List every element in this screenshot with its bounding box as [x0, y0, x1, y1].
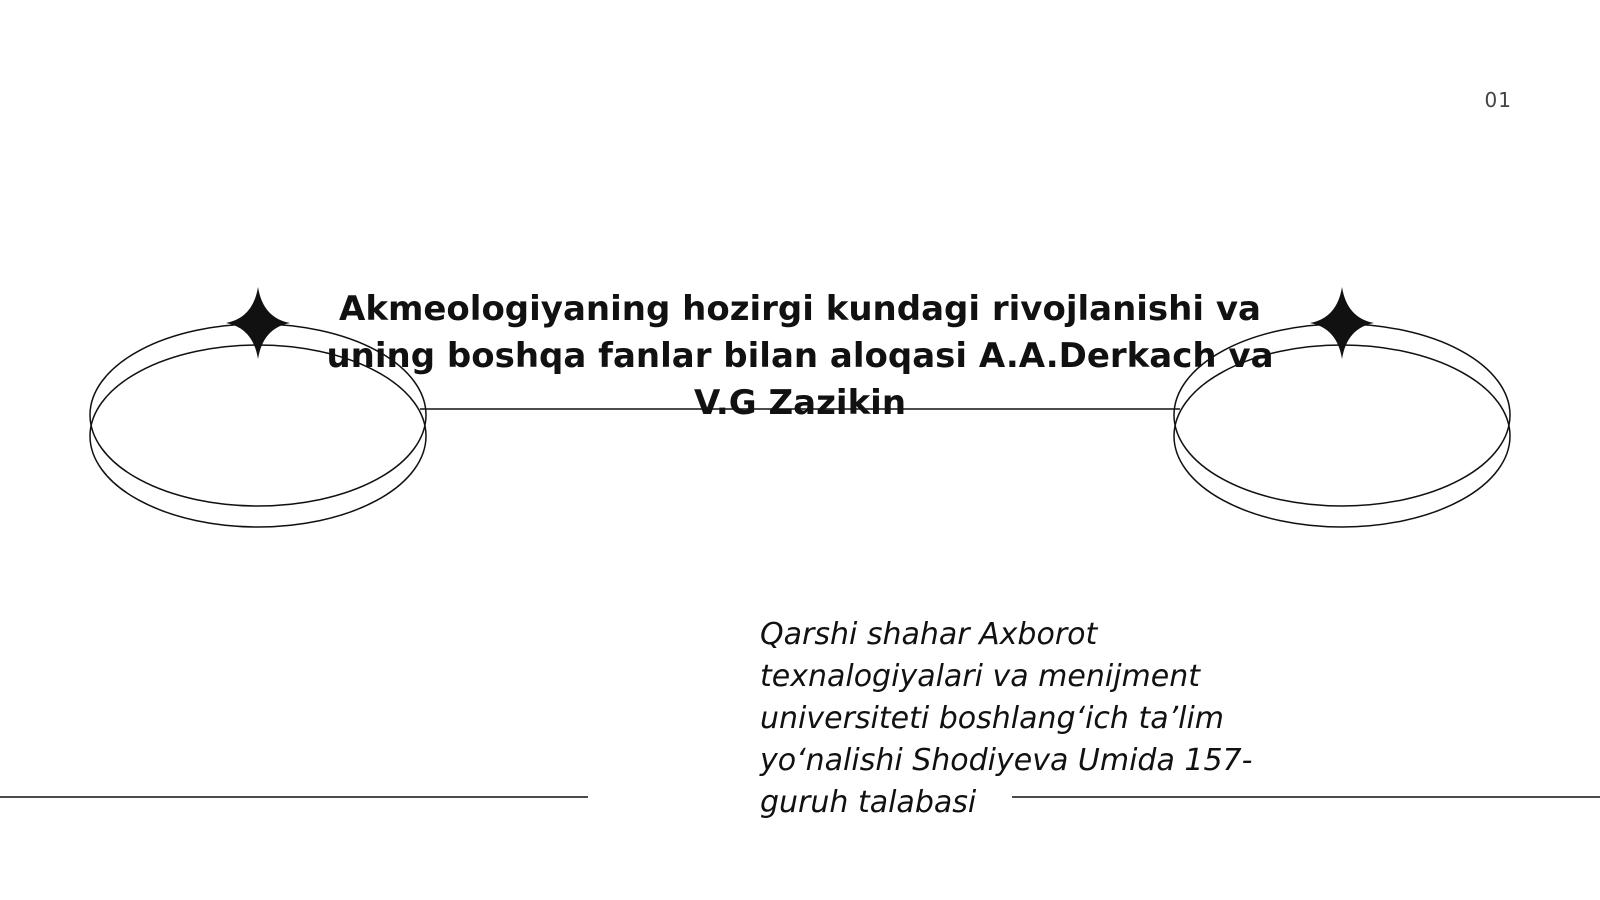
- page-number: 01: [1484, 88, 1512, 112]
- slide-title: Akmeologiyaning hozirgi kundagi rivojlanishi va uning boshqa fanlar bilan aloqasi A.A.Derkach va V.G Zazikin: [326, 289, 1274, 423]
- right-sparkle-icon: [1310, 287, 1374, 359]
- left-sparkle-icon: [226, 287, 290, 359]
- author-info: Qarshi shahar Axborot texnalogiyalari va menijment universiteti boshlang‘ich ta’lim yo‘nalishi Shodiyeva Umida 157-guruh talabasi: [760, 617, 1253, 820]
